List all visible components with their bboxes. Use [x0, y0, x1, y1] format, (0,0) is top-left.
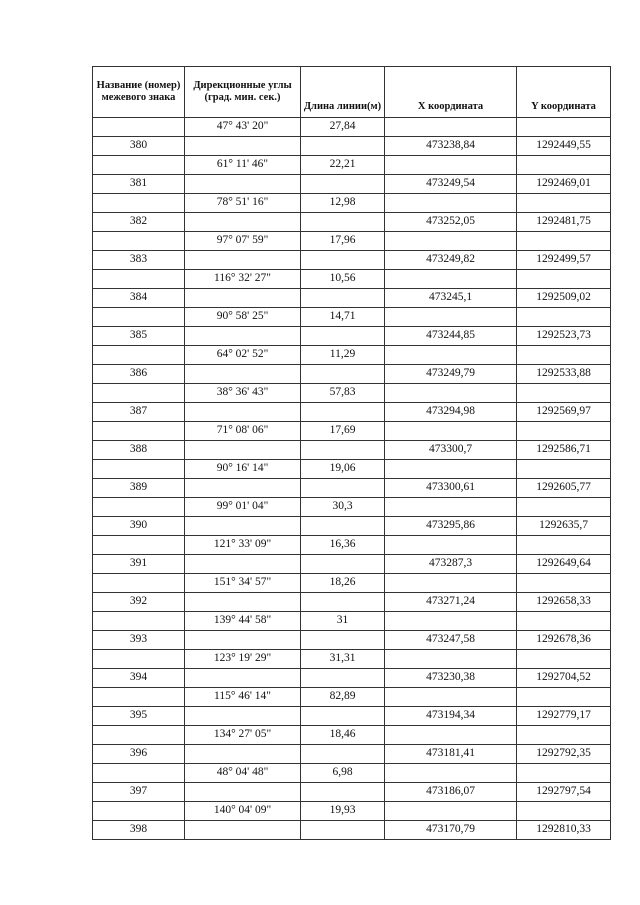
- y-coordinate-cell: 1292569,97: [517, 403, 611, 422]
- header-y-coordinate: Y координата: [517, 67, 611, 118]
- mark-name-cell: [93, 232, 185, 251]
- boundary-line-row: [93, 422, 611, 441]
- line-length-cell: 19,93: [301, 802, 385, 821]
- y-coordinate-cell: 1292586,71: [517, 441, 611, 460]
- boundary-line-row: [93, 308, 611, 327]
- boundary-point-row: [93, 555, 611, 574]
- mark-name-cell: 389: [93, 479, 185, 498]
- y-coordinate-cell: [517, 270, 611, 289]
- mark-name-cell: [93, 612, 185, 631]
- directional-angle-cell: [185, 327, 301, 346]
- line-length-cell: [301, 555, 385, 574]
- x-coordinate-cell: [385, 156, 517, 175]
- x-coordinate-cell: [385, 308, 517, 327]
- x-coordinate-cell: [385, 688, 517, 707]
- line-length-cell: 19,06: [301, 460, 385, 479]
- mark-name-cell: 383: [93, 251, 185, 270]
- line-length-cell: 11,29: [301, 346, 385, 365]
- boundary-line-row: [93, 118, 611, 137]
- line-length-cell: [301, 745, 385, 764]
- boundary-point-row: [93, 403, 611, 422]
- directional-angle-cell: [185, 555, 301, 574]
- boundary-line-row: [93, 270, 611, 289]
- y-coordinate-cell: 1292481,75: [517, 213, 611, 232]
- x-coordinate-cell: [385, 384, 517, 403]
- line-length-cell: 30,3: [301, 498, 385, 517]
- boundary-line-row: [93, 384, 611, 403]
- boundary-line-row: [93, 498, 611, 517]
- y-coordinate-cell: 1292658,33: [517, 593, 611, 612]
- mark-name-cell: [93, 764, 185, 783]
- line-length-cell: 18,26: [301, 574, 385, 593]
- boundary-line-row: [93, 802, 611, 821]
- x-coordinate-cell: [385, 536, 517, 555]
- line-length-cell: [301, 593, 385, 612]
- line-length-cell: 10,56: [301, 270, 385, 289]
- mark-name-cell: 388: [93, 441, 185, 460]
- directional-angle-cell: [185, 441, 301, 460]
- coordinates-table: [92, 66, 611, 840]
- header-line-length: Длина линии(м): [301, 67, 385, 118]
- y-coordinate-cell: 1292509,02: [517, 289, 611, 308]
- boundary-point-row: [93, 783, 611, 802]
- line-length-cell: [301, 251, 385, 270]
- line-length-cell: 12,98: [301, 194, 385, 213]
- y-coordinate-cell: 1292649,64: [517, 555, 611, 574]
- boundary-line-row: [93, 536, 611, 555]
- x-coordinate-cell: [385, 422, 517, 441]
- y-coordinate-cell: [517, 650, 611, 669]
- directional-angle-cell: 134° 27' 05": [185, 726, 301, 745]
- directional-angle-cell: 115° 46' 14": [185, 688, 301, 707]
- line-length-cell: 6,98: [301, 764, 385, 783]
- directional-angle-cell: [185, 745, 301, 764]
- y-coordinate-cell: 1292449,55: [517, 137, 611, 156]
- line-length-cell: 18,46: [301, 726, 385, 745]
- y-coordinate-cell: [517, 156, 611, 175]
- x-coordinate-cell: 473238,84: [385, 137, 517, 156]
- mark-name-cell: 381: [93, 175, 185, 194]
- x-coordinate-cell: 473271,24: [385, 593, 517, 612]
- y-coordinate-cell: [517, 688, 611, 707]
- mark-name-cell: [93, 270, 185, 289]
- mark-name-cell: [93, 802, 185, 821]
- line-length-cell: [301, 403, 385, 422]
- y-coordinate-cell: [517, 422, 611, 441]
- mark-name-cell: [93, 118, 185, 137]
- directional-angle-cell: [185, 403, 301, 422]
- line-length-cell: [301, 821, 385, 840]
- boundary-point-row: [93, 327, 611, 346]
- y-coordinate-cell: 1292605,77: [517, 479, 611, 498]
- line-length-cell: [301, 365, 385, 384]
- directional-angle-cell: 90° 16' 14": [185, 460, 301, 479]
- boundary-point-row: [93, 213, 611, 232]
- boundary-line-row: [93, 346, 611, 365]
- mark-name-cell: 385: [93, 327, 185, 346]
- directional-angle-cell: 47° 43' 20": [185, 118, 301, 137]
- line-length-cell: 57,83: [301, 384, 385, 403]
- boundary-point-row: [93, 517, 611, 536]
- mark-name-cell: [93, 688, 185, 707]
- directional-angle-cell: 116° 32' 27": [185, 270, 301, 289]
- line-length-cell: 82,89: [301, 688, 385, 707]
- x-coordinate-cell: 473295,86: [385, 517, 517, 536]
- boundary-point-row: [93, 441, 611, 460]
- x-coordinate-cell: [385, 764, 517, 783]
- mark-name-cell: [93, 574, 185, 593]
- mark-name-cell: 395: [93, 707, 185, 726]
- directional-angle-cell: 90° 58' 25": [185, 308, 301, 327]
- x-coordinate-cell: 473245,1: [385, 289, 517, 308]
- x-coordinate-cell: [385, 802, 517, 821]
- directional-angle-cell: 99° 01' 04": [185, 498, 301, 517]
- directional-angle-cell: [185, 669, 301, 688]
- table-header: [93, 67, 611, 118]
- x-coordinate-cell: [385, 498, 517, 517]
- line-length-cell: [301, 441, 385, 460]
- line-length-cell: [301, 289, 385, 308]
- x-coordinate-cell: [385, 726, 517, 745]
- y-coordinate-cell: [517, 726, 611, 745]
- directional-angle-cell: 64° 02' 52": [185, 346, 301, 365]
- directional-angle-cell: [185, 137, 301, 156]
- boundary-line-row: [93, 764, 611, 783]
- directional-angle-cell: [185, 631, 301, 650]
- mark-name-cell: 397: [93, 783, 185, 802]
- mark-name-cell: [93, 650, 185, 669]
- y-coordinate-cell: 1292469,01: [517, 175, 611, 194]
- directional-angle-cell: 123° 19' 29": [185, 650, 301, 669]
- x-coordinate-cell: [385, 612, 517, 631]
- x-coordinate-cell: [385, 270, 517, 289]
- directional-angle-cell: 97° 07' 59": [185, 232, 301, 251]
- mark-name-cell: [93, 726, 185, 745]
- line-length-cell: [301, 669, 385, 688]
- boundary-point-row: [93, 631, 611, 650]
- line-length-cell: [301, 479, 385, 498]
- directional-angle-cell: 71° 08' 06": [185, 422, 301, 441]
- x-coordinate-cell: 473287,3: [385, 555, 517, 574]
- mark-name-cell: [93, 536, 185, 555]
- boundary-line-row: [93, 574, 611, 593]
- directional-angle-cell: [185, 479, 301, 498]
- boundary-line-row: [93, 612, 611, 631]
- y-coordinate-cell: [517, 764, 611, 783]
- mark-name-cell: 392: [93, 593, 185, 612]
- x-coordinate-cell: 473252,05: [385, 213, 517, 232]
- directional-angle-cell: [185, 365, 301, 384]
- x-coordinate-cell: [385, 346, 517, 365]
- y-coordinate-cell: 1292635,7: [517, 517, 611, 536]
- y-coordinate-cell: 1292533,88: [517, 365, 611, 384]
- x-coordinate-cell: 473230,38: [385, 669, 517, 688]
- y-coordinate-cell: [517, 194, 611, 213]
- mark-name-cell: 386: [93, 365, 185, 384]
- mark-name-cell: [93, 422, 185, 441]
- line-length-cell: 22,21: [301, 156, 385, 175]
- x-coordinate-cell: 473244,85: [385, 327, 517, 346]
- mark-name-cell: 387: [93, 403, 185, 422]
- boundary-point-row: [93, 365, 611, 384]
- boundary-line-row: [93, 156, 611, 175]
- line-length-cell: 31: [301, 612, 385, 631]
- mark-name-cell: [93, 498, 185, 517]
- y-coordinate-cell: 1292797,54: [517, 783, 611, 802]
- boundary-line-row: [93, 726, 611, 745]
- x-coordinate-cell: 473249,54: [385, 175, 517, 194]
- y-coordinate-cell: [517, 612, 611, 631]
- directional-angle-cell: 151° 34' 57": [185, 574, 301, 593]
- line-length-cell: [301, 213, 385, 232]
- line-length-cell: 16,36: [301, 536, 385, 555]
- line-length-cell: [301, 137, 385, 156]
- header-directional-angles: Дирекционные углы (град. мин. сек.): [185, 67, 301, 118]
- directional-angle-cell: 38° 36' 43": [185, 384, 301, 403]
- y-coordinate-cell: [517, 384, 611, 403]
- directional-angle-cell: 140° 04' 09": [185, 802, 301, 821]
- mark-name-cell: [93, 460, 185, 479]
- table-body: [93, 118, 611, 840]
- directional-angle-cell: [185, 821, 301, 840]
- boundary-line-row: [93, 650, 611, 669]
- boundary-line-row: [93, 460, 611, 479]
- y-coordinate-cell: [517, 118, 611, 137]
- x-coordinate-cell: [385, 460, 517, 479]
- line-length-cell: 31,31: [301, 650, 385, 669]
- header-row: [93, 67, 611, 118]
- line-length-cell: [301, 327, 385, 346]
- line-length-cell: 17,96: [301, 232, 385, 251]
- line-length-cell: 27,84: [301, 118, 385, 137]
- boundary-point-row: [93, 175, 611, 194]
- y-coordinate-cell: [517, 346, 611, 365]
- y-coordinate-cell: 1292704,52: [517, 669, 611, 688]
- directional-angle-cell: 61° 11' 46": [185, 156, 301, 175]
- x-coordinate-cell: 473181,41: [385, 745, 517, 764]
- mark-name-cell: 396: [93, 745, 185, 764]
- y-coordinate-cell: 1292810,33: [517, 821, 611, 840]
- mark-name-cell: [93, 308, 185, 327]
- boundary-line-row: [93, 194, 611, 213]
- y-coordinate-cell: [517, 498, 611, 517]
- x-coordinate-cell: 473249,79: [385, 365, 517, 384]
- directional-angle-cell: [185, 175, 301, 194]
- header-mark-name: Название (номер) межевого знака: [93, 67, 185, 118]
- boundary-point-row: [93, 707, 611, 726]
- line-length-cell: [301, 175, 385, 194]
- boundary-point-row: [93, 289, 611, 308]
- directional-angle-cell: [185, 213, 301, 232]
- mark-name-cell: [93, 156, 185, 175]
- y-coordinate-cell: [517, 232, 611, 251]
- x-coordinate-cell: 473247,58: [385, 631, 517, 650]
- mark-name-cell: [93, 194, 185, 213]
- line-length-cell: [301, 783, 385, 802]
- y-coordinate-cell: 1292523,73: [517, 327, 611, 346]
- directional-angle-cell: [185, 593, 301, 612]
- boundary-point-row: [93, 745, 611, 764]
- x-coordinate-cell: 473300,7: [385, 441, 517, 460]
- mark-name-cell: 398: [93, 821, 185, 840]
- mark-name-cell: 391: [93, 555, 185, 574]
- line-length-cell: [301, 631, 385, 650]
- y-coordinate-cell: [517, 460, 611, 479]
- directional-angle-cell: 121° 33' 09": [185, 536, 301, 555]
- mark-name-cell: 394: [93, 669, 185, 688]
- line-length-cell: 14,71: [301, 308, 385, 327]
- line-length-cell: 17,69: [301, 422, 385, 441]
- y-coordinate-cell: [517, 574, 611, 593]
- directional-angle-cell: [185, 251, 301, 270]
- boundary-line-row: [93, 232, 611, 251]
- x-coordinate-cell: [385, 194, 517, 213]
- y-coordinate-cell: 1292499,57: [517, 251, 611, 270]
- mark-name-cell: 390: [93, 517, 185, 536]
- mark-name-cell: 384: [93, 289, 185, 308]
- boundary-point-row: [93, 669, 611, 688]
- boundary-point-row: [93, 251, 611, 270]
- x-coordinate-cell: 473300,61: [385, 479, 517, 498]
- directional-angle-cell: 78° 51' 16": [185, 194, 301, 213]
- mark-name-cell: [93, 346, 185, 365]
- mark-name-cell: 380: [93, 137, 185, 156]
- y-coordinate-cell: [517, 802, 611, 821]
- x-coordinate-cell: 473249,82: [385, 251, 517, 270]
- line-length-cell: [301, 707, 385, 726]
- line-length-cell: [301, 517, 385, 536]
- x-coordinate-cell: 473294,98: [385, 403, 517, 422]
- y-coordinate-cell: [517, 536, 611, 555]
- directional-angle-cell: [185, 707, 301, 726]
- directional-angle-cell: 48° 04' 48": [185, 764, 301, 783]
- mark-name-cell: [93, 384, 185, 403]
- y-coordinate-cell: [517, 308, 611, 327]
- x-coordinate-cell: [385, 118, 517, 137]
- directional-angle-cell: [185, 517, 301, 536]
- x-coordinate-cell: [385, 574, 517, 593]
- x-coordinate-cell: 473194,34: [385, 707, 517, 726]
- directional-angle-cell: 139° 44' 58": [185, 612, 301, 631]
- directional-angle-cell: [185, 289, 301, 308]
- boundary-point-row: [93, 821, 611, 840]
- boundary-point-row: [93, 479, 611, 498]
- x-coordinate-cell: [385, 650, 517, 669]
- y-coordinate-cell: 1292678,36: [517, 631, 611, 650]
- x-coordinate-cell: [385, 232, 517, 251]
- boundary-point-row: [93, 137, 611, 156]
- y-coordinate-cell: 1292792,35: [517, 745, 611, 764]
- header-x-coordinate: X координата: [385, 67, 517, 118]
- y-coordinate-cell: 1292779,17: [517, 707, 611, 726]
- boundary-line-row: [93, 688, 611, 707]
- x-coordinate-cell: 473170,79: [385, 821, 517, 840]
- directional-angle-cell: [185, 783, 301, 802]
- boundary-point-row: [93, 593, 611, 612]
- mark-name-cell: 382: [93, 213, 185, 232]
- mark-name-cell: 393: [93, 631, 185, 650]
- x-coordinate-cell: 473186,07: [385, 783, 517, 802]
